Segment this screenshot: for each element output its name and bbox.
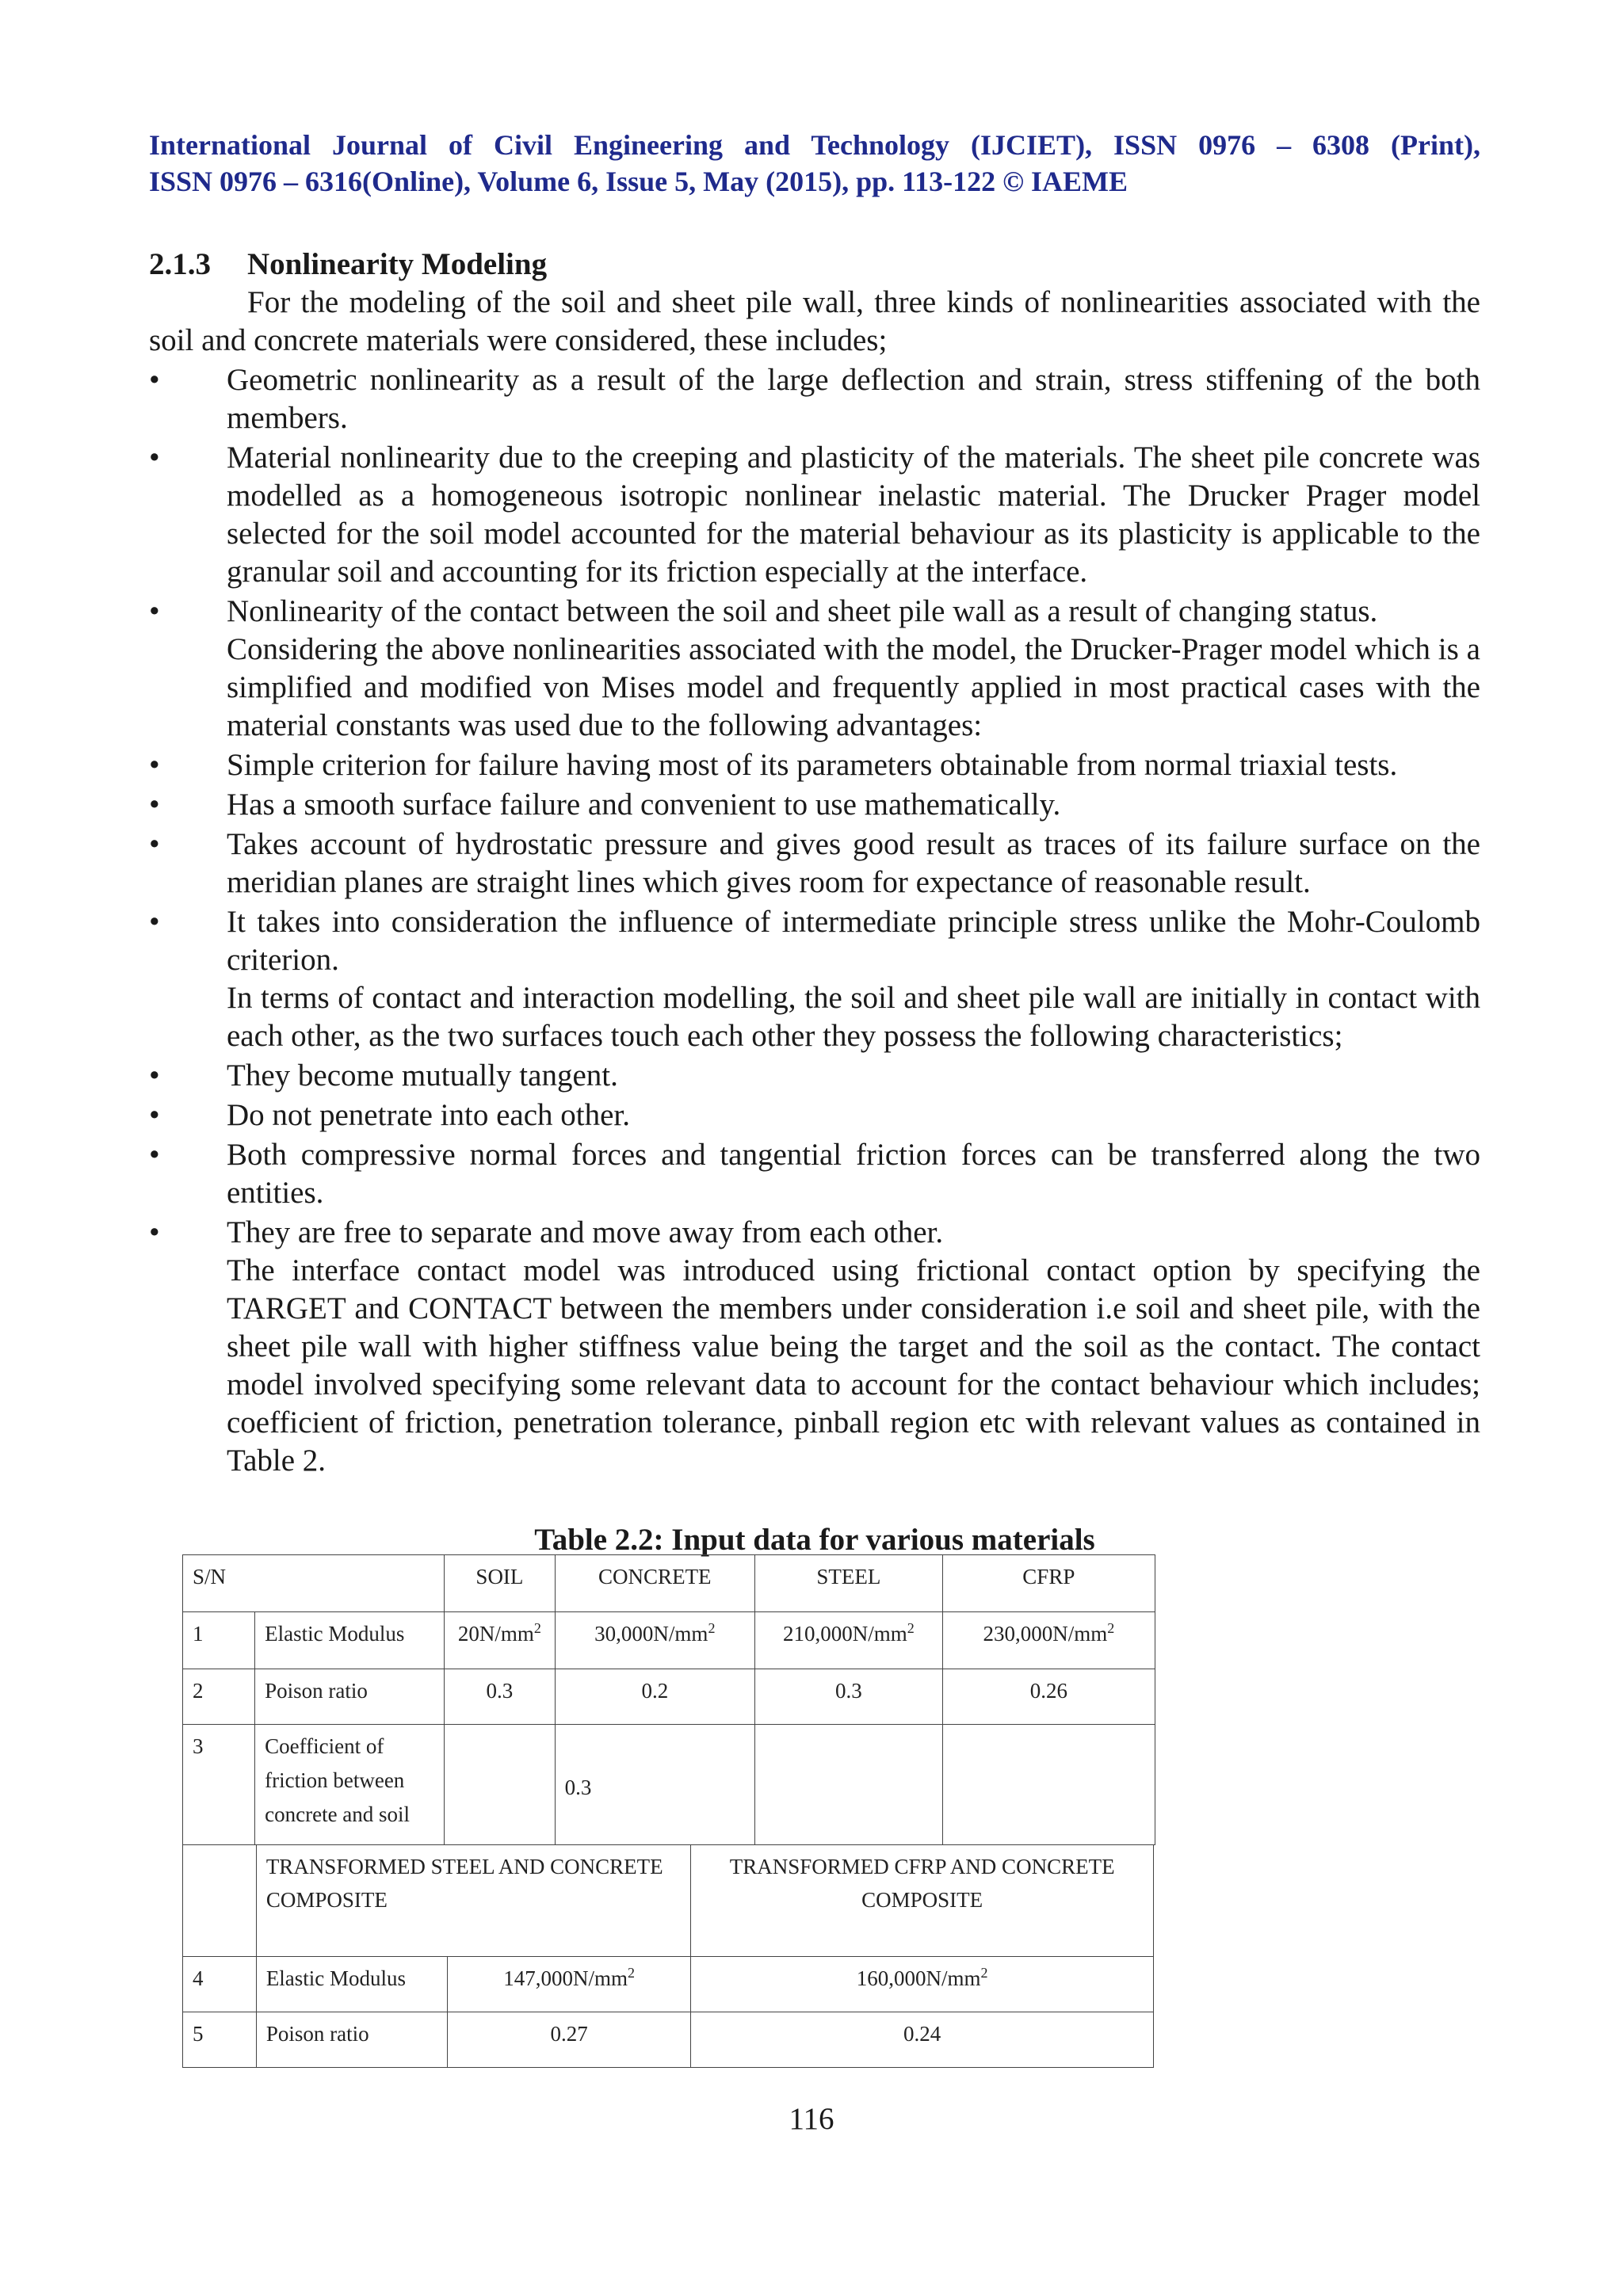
advantages-list <box>149 746 1480 979</box>
table-header-row <box>183 1555 1155 1612</box>
table-caption: Table 2.2: Input data for various materials <box>534 1523 1095 1557</box>
bullet-icon: • <box>149 1058 160 1093</box>
page-number: 116 <box>789 2102 834 2136</box>
header-steel: STEEL <box>755 1555 943 1612</box>
section-heading <box>149 246 1480 284</box>
bullet-icon: • <box>149 363 160 397</box>
list-item: • Nonlinearity of the contact between the soil and sheet pile wall as a result of changing status. <box>149 593 1480 631</box>
drucker-prager-paragraph: Considering the above nonlinearities associated with the model, the Drucker-Prager model which is a simplified and modified von Mises model and frequently applied in most practical cases with the material constants was used due to the following advantages: <box>227 632 1480 742</box>
bullet-icon: • <box>149 827 160 861</box>
header-concrete: CONCRETE <box>555 1555 754 1612</box>
list-item: • They become mutually tangent. <box>149 1057 1480 1095</box>
page-content <box>149 127 1480 1559</box>
table-row: 5 Poison ratio 0.27 0.24 <box>183 2012 1154 2067</box>
nonlinearity-list <box>149 361 1480 631</box>
journal-header-line-2: ISSN 0976 – 6316(Online), Volume 6, Issue 5, May (2015), pp. 113-122 © IAEME <box>149 166 1128 197</box>
intro-paragraph: For the modeling of the soil and sheet pile wall, three kinds of nonlinearities associated with the soil and concrete materials were considered, these includes; <box>149 285 1480 357</box>
header-sn: S/N <box>183 1555 445 1612</box>
materials-table <box>182 1554 1155 1845</box>
contact-paragraph: In terms of contact and interaction modelling, the soil and sheet pile wall are initially in contact with each other, as the two surfaces touch each other they possess the following characteristics; <box>227 981 1480 1053</box>
materials-table-wrapper <box>182 1554 1316 2068</box>
header-soil: SOIL <box>445 1555 555 1612</box>
bullet-icon: • <box>149 748 160 782</box>
list-item: • It takes into consideration the influence of intermediate principle stress unlike the Mohr-Coulomb criterion. <box>149 905 1480 977</box>
bullet-icon: • <box>149 1138 160 1172</box>
list-item: • Do not penetrate into each other. <box>149 1097 1480 1135</box>
table-row: 2 Poison ratio 0.3 0.2 0.3 0.26 <box>183 1669 1155 1725</box>
composite-table <box>182 1845 1154 2068</box>
interface-paragraph: The interface contact model was introduced using frictional contact option by specifying the TARGET and CONTACT between the members under consideration i.e soil and sheet pile, with the sheet pile wall with higher stiffness value being the target and the soil as the contact. The contact model involved specifying some relevant data to account for the contact behaviour which includes; coefficient of friction, penetration tolerance, pinball region etc with relevant values as contained in Table 2. <box>227 1253 1480 1478</box>
list-item: • Has a smooth surface failure and convenient to use mathematically. <box>149 786 1480 824</box>
composite-header-row: TRANSFORMED STEEL AND CONCRETE COMPOSITE TRANSFORMED CFRP AND CONCRETE COMPOSITE <box>183 1845 1154 1956</box>
bullet-icon: • <box>149 788 160 822</box>
bullet-icon: • <box>149 1215 160 1249</box>
table-row: 1 Elastic Modulus $20N/mm^2$ $30,000N/mm^2$ $210,000N/mm^2$ $230,000N/mm^2$ <box>183 1612 1155 1669</box>
list-item: • They are free to separate and move away from each other. <box>149 1214 1480 1252</box>
list-item: • Geometric nonlinearity as a result of the large deflection and strain, stress stiffening of the both members. <box>149 363 1480 435</box>
bullet-icon: • <box>149 441 160 475</box>
table-row: 3 Coefficient of friction between concrete and soil 0.3 <box>183 1725 1155 1845</box>
bullet-icon: • <box>149 1098 160 1132</box>
bullet-icon: • <box>149 594 160 628</box>
header-cfrp: CFRP <box>942 1555 1155 1612</box>
characteristics-list <box>149 1057 1480 1252</box>
journal-header <box>149 127 1480 200</box>
list-item: • Both compressive normal forces and tangential friction forces can be transferred along the two entities. <box>149 1138 1480 1210</box>
section-number: 2.1.3 <box>149 247 211 281</box>
journal-header-line-1: International Journal of Civil Engineering and Technology (IJCIET), ISSN 0976 – 6308 (Print), <box>149 129 1480 161</box>
list-item: • Takes account of hydrostatic pressure and gives good result as traces of its failure surface on the meridian planes are straight lines which gives room for expectance of reasonable result. <box>149 827 1480 899</box>
bullet-icon: • <box>149 905 160 939</box>
list-item: • Material nonlinearity due to the creeping and plasticity of the materials. The sheet pile concrete was modelled as a homogeneous isotropic nonlinear inelastic material. The Drucker Prager model selected for the soil model accounted for the material behaviour as its plasticity is applicable to the granular soil and accounting for its friction especially at the interface. <box>149 441 1480 589</box>
table-row: 4 Elastic Modulus $147,000N/mm^2$ $160,000N/mm^2$ <box>183 1956 1154 2012</box>
list-item: • Simple criterion for failure having most of its parameters obtainable from normal triaxial tests. <box>149 746 1480 784</box>
section-title: Nonlinearity Modeling <box>247 247 548 281</box>
